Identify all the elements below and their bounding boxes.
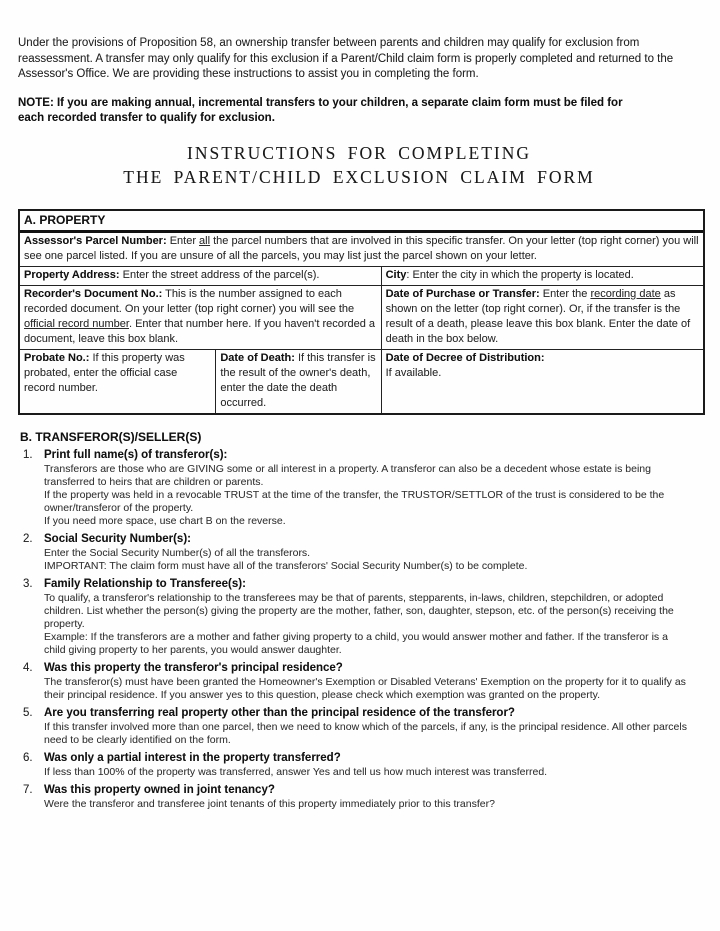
item-heading: Family Relationship to Transferee(s): bbox=[44, 577, 246, 590]
title-line-1: INSTRUCTIONS FOR COMPLETING bbox=[187, 142, 531, 163]
purchase-underlined-text: recording date bbox=[590, 287, 661, 300]
decree-label: Date of Decree of Distribution: bbox=[385, 351, 545, 364]
title-line-2: THE PARENT/CHILD EXCLUSION CLAIM FORM bbox=[123, 166, 595, 187]
apn-label: Assessor's Parcel Number: bbox=[24, 234, 167, 247]
purchase-date-label: Date of Purchase or Transfer: bbox=[385, 287, 540, 300]
purchase-date-cell bbox=[381, 286, 703, 349]
item-paragraph: To qualify, a transferor's relationship to the transferees may be that of parents, stepparents, in-laws, children, stepchildren, or adopted children. List whether the person(s) giving the property are the mother, father, son, daughter, stepson, etc. of the person(s) receiving the property. bbox=[44, 591, 674, 630]
apn-text-pre: Enter bbox=[166, 234, 200, 247]
item-heading: Was this property the transferor's principal residence? bbox=[44, 661, 343, 674]
list-item bbox=[18, 576, 700, 657]
recorder-label: Recorder's Document No.: bbox=[24, 287, 163, 300]
document-title bbox=[18, 141, 700, 189]
property-address-cell bbox=[20, 267, 381, 285]
item-paragraph: If the property was held in a revocable TRUST at the time of the transfer, the TRUSTOR/SETTLOR of the trust is considered to be the owner/transferor of the property. bbox=[44, 488, 665, 514]
apn-text-post: the parcel numbers that are involved in this specific transfer. On your letter (top right corner) you will see one parcel listed. If you are unsure of all the parcels, you may list just the parcel shown on your letter. bbox=[24, 234, 699, 262]
table-row bbox=[20, 233, 703, 267]
item-paragraph: Example: If the transferors are a mother and father giving property to a child, you would answer mother and father. If the transferor is a child giving property to her parents, you would answer daughter. bbox=[44, 630, 668, 656]
item-paragraph: The transferor(s) must have been granted the Homeowner's Exemption or Disabled Veterans' Exemption on the property for it to qualify as their principal residence. If you answer yes to this question, please check which exemption was granted on the property. bbox=[44, 675, 686, 701]
item-number: 5. bbox=[23, 706, 33, 719]
list-item bbox=[18, 660, 700, 702]
list-item bbox=[18, 782, 700, 811]
item-number: 7. bbox=[23, 783, 33, 796]
section-a-header: A. PROPERTY bbox=[20, 211, 703, 233]
decree-text: If available. bbox=[385, 366, 442, 379]
item-paragraph: If you need more space, use chart B on the reverse. bbox=[44, 514, 286, 527]
item-paragraph: Were the transferor and transferee joint tenants of this property immediately prior to this transfer? bbox=[44, 797, 495, 810]
item-number: 1. bbox=[23, 448, 33, 461]
probate-label: Probate No.: bbox=[24, 351, 90, 364]
city-text: : Enter the city in which the property is located. bbox=[406, 268, 634, 281]
property-address-text: Enter the street address of the parcel(s). bbox=[119, 268, 320, 281]
list-item bbox=[18, 531, 700, 573]
probate-cell bbox=[20, 350, 215, 413]
recorder-cell bbox=[20, 286, 381, 349]
item-heading: Social Security Number(s): bbox=[44, 532, 191, 545]
city-cell bbox=[381, 267, 703, 285]
table-row bbox=[20, 350, 703, 413]
item-paragraph: Enter the Social Security Number(s) of all the transferors. bbox=[44, 546, 311, 559]
date-of-death-cell bbox=[215, 350, 380, 413]
intro-paragraph: Under the provisions of Proposition 58, an ownership transfer between parents and children may qualify for exclusion from reassessment. A transfer may only qualify for this exclusion if a Parent/Child claim form is properly completed and returned to the Assessor's Office. We are providing these instructions to assist you in completing the form. bbox=[18, 37, 674, 80]
recorder-text-pre: This is the number assigned to each recorded document. On your letter (top right corner) you will see the bbox=[24, 287, 355, 315]
item-heading: Was this property owned in joint tenancy? bbox=[44, 783, 275, 796]
date-of-death-label: Date of Death: bbox=[220, 351, 295, 364]
item-heading: Was only a partial interest in the property transferred? bbox=[44, 751, 341, 764]
recorder-text-post: . Enter that number here. If you haven't recorded a document, leave this box blank. bbox=[24, 317, 376, 345]
decree-cell bbox=[381, 350, 703, 413]
purchase-text-pre: Enter the bbox=[539, 287, 591, 300]
recorder-underlined-text: official record number bbox=[24, 317, 129, 330]
note-paragraph: NOTE: If you are making annual, incremental transfers to your children, a separate claim form must be filed for each recorded transfer to qualify for exclusion. bbox=[18, 96, 623, 124]
property-address-label: Property Address: bbox=[24, 268, 120, 281]
item-paragraph: Transferors are those who are GIVING some or all interest in a property. A transferor can also be a decedent whose estate is being transferred to heirs that are children or parents. bbox=[44, 462, 651, 488]
item-number: 6. bbox=[23, 751, 33, 764]
purchase-text-post: as shown on the letter (top right corner). Or, if the transfer is the result of a death, please leave this box blank. Enter the date of death in the box below. bbox=[385, 287, 691, 345]
item-paragraph: IMPORTANT: The claim form must have all of the transferors' Social Security Number(s) to be complete. bbox=[44, 559, 528, 572]
list-item bbox=[18, 750, 700, 779]
item-paragraph: If less than 100% of the property was transferred, answer Yes and tell us how much interest was transferred. bbox=[44, 765, 548, 778]
table-row bbox=[20, 286, 703, 350]
item-number: 4. bbox=[23, 661, 33, 674]
item-number: 2. bbox=[23, 532, 33, 545]
list-item bbox=[18, 705, 700, 747]
apn-underlined-text: all bbox=[199, 234, 211, 247]
item-heading: Print full name(s) of transferor(s): bbox=[44, 448, 228, 461]
item-number: 3. bbox=[23, 577, 33, 590]
apn-cell bbox=[20, 233, 703, 266]
probate-text: If this property was probated, enter the official case record number. bbox=[24, 351, 185, 394]
date-of-death-text: If this transfer is the result of the owner's death, enter the date the death occurred. bbox=[220, 351, 376, 409]
city-label: City bbox=[385, 268, 407, 281]
table-row bbox=[20, 267, 703, 286]
list-item bbox=[18, 447, 700, 528]
item-paragraph: If this transfer involved more than one parcel, then we need to know which of the parcels, if any, is the principal residence. All other parcels need to be clearly identified on the form. bbox=[44, 720, 687, 746]
item-heading: Are you transferring real property other than the principal residence of the transferor? bbox=[44, 706, 515, 719]
section-b-header: B. TRANSFEROR(S)/SELLER(S) bbox=[20, 429, 202, 444]
section-a-table bbox=[18, 209, 705, 415]
